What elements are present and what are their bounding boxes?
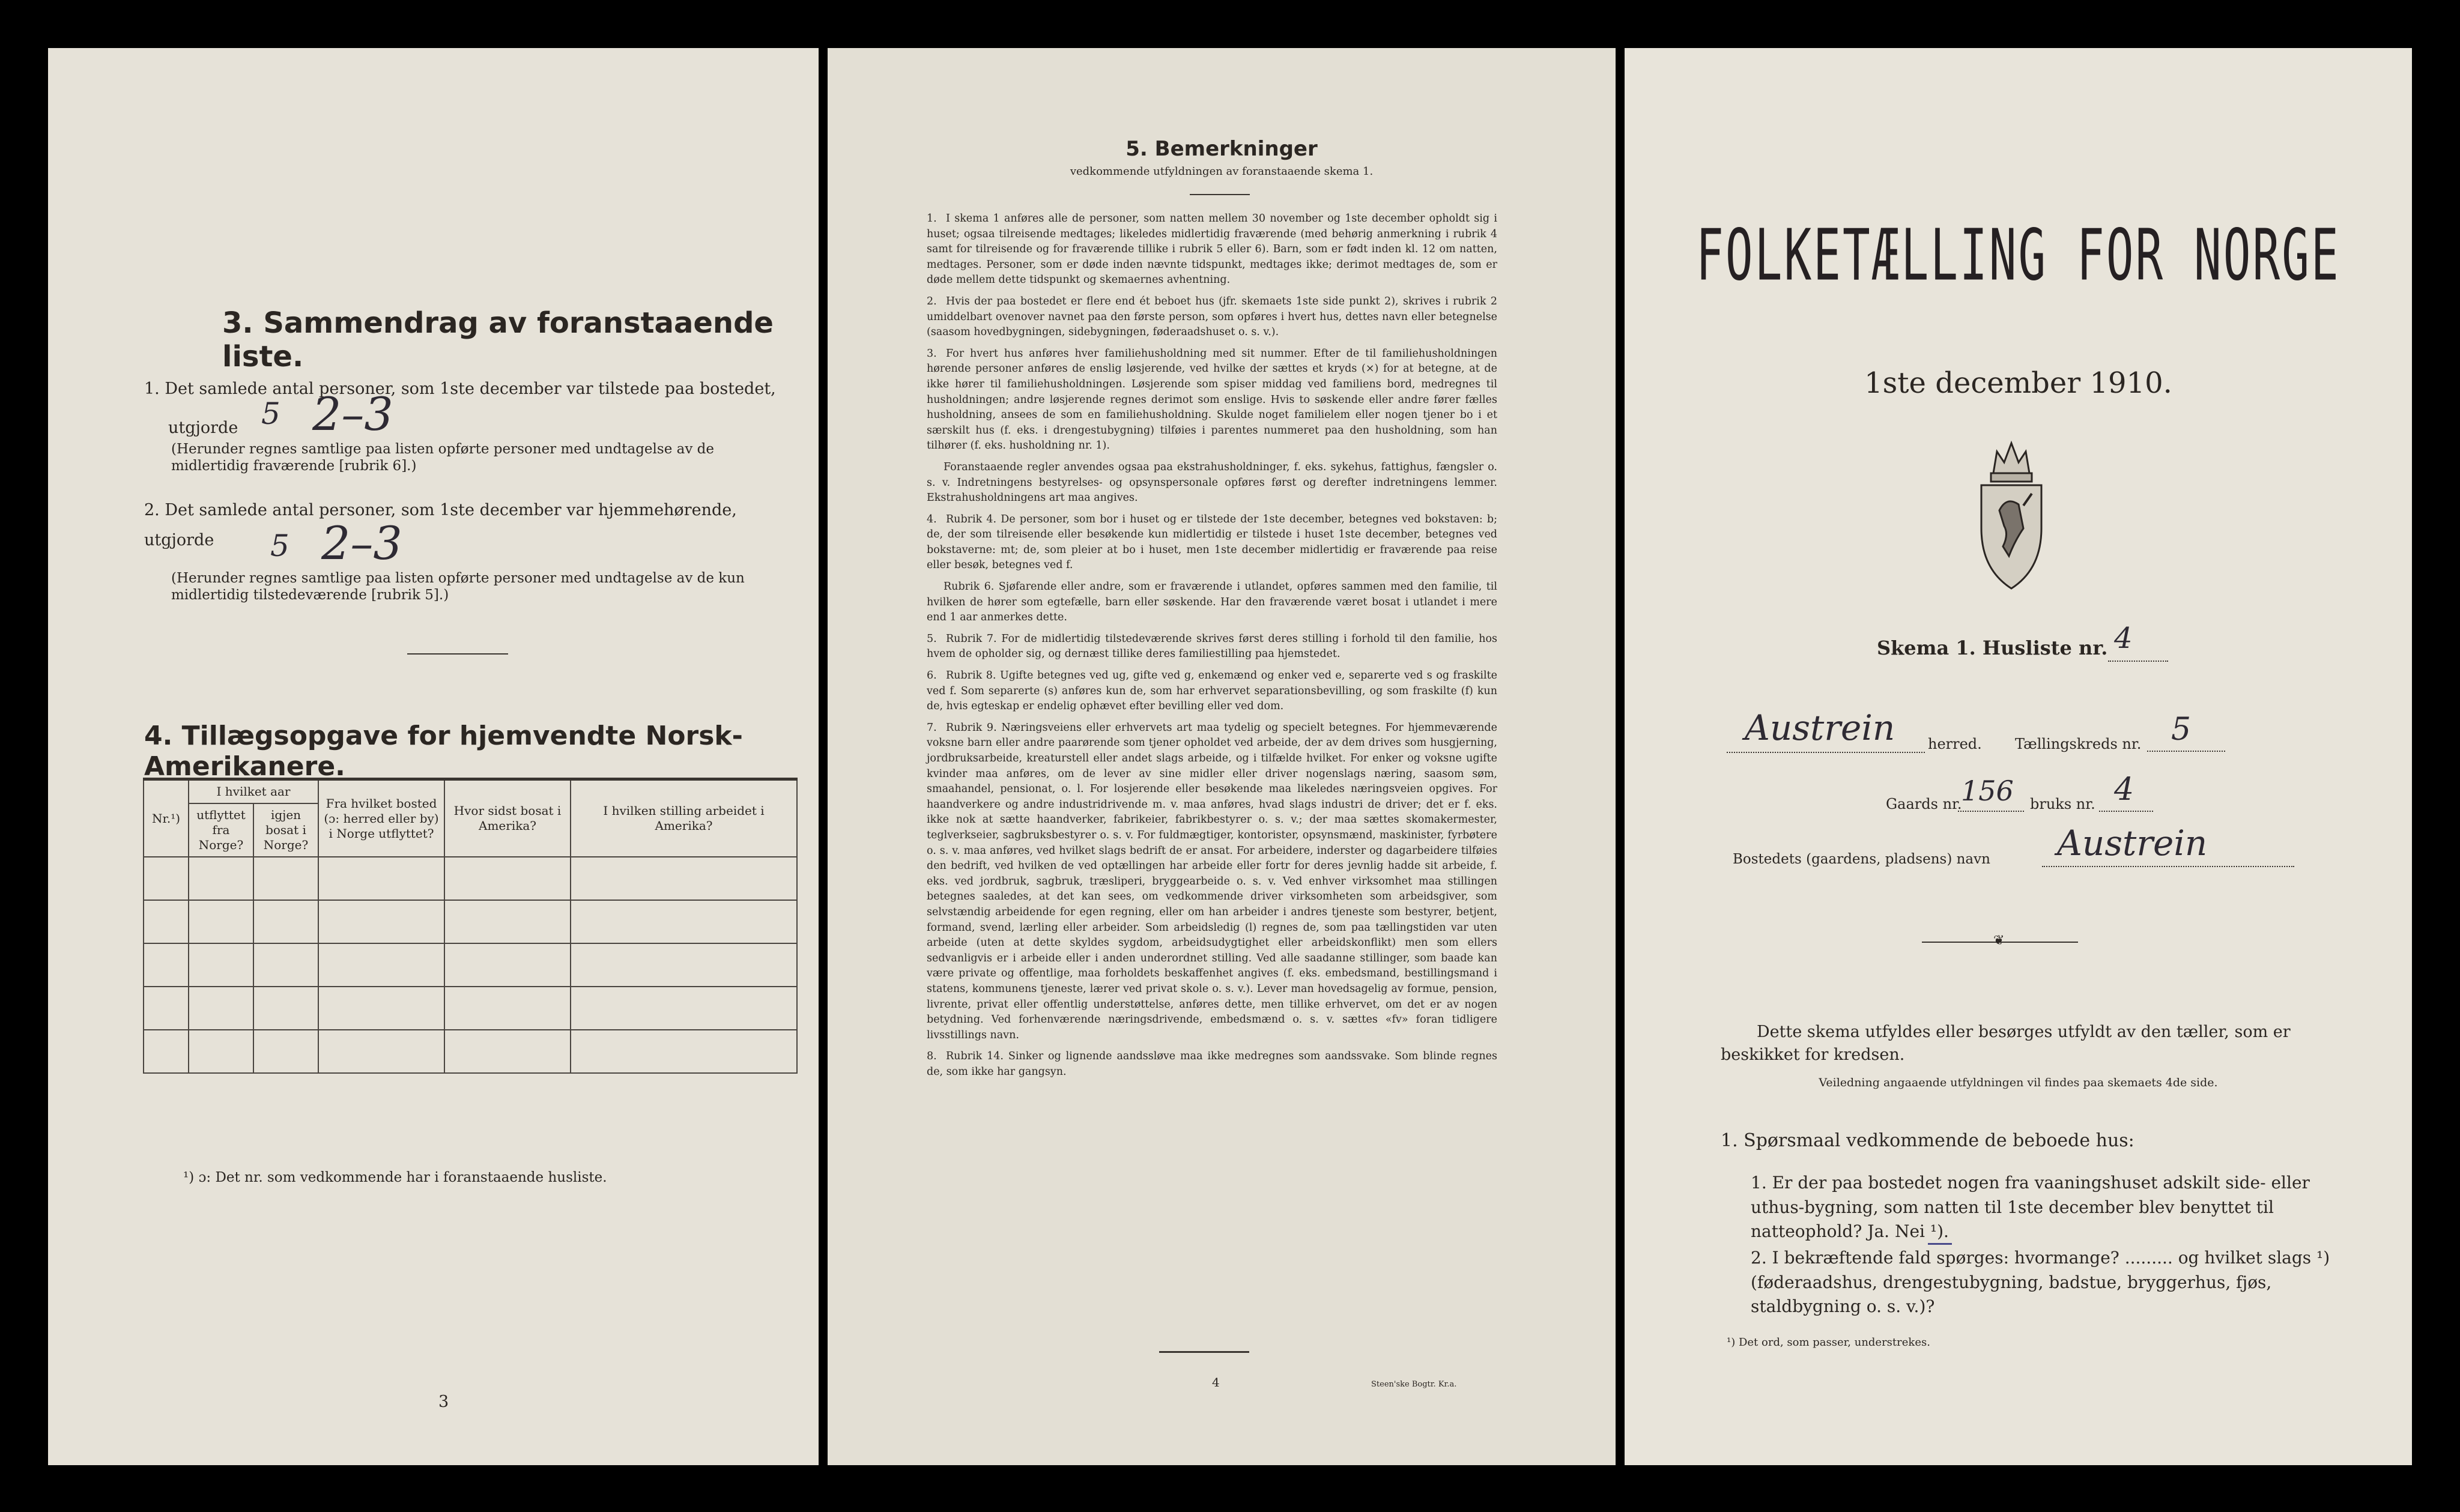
schema-label: Skema 1. Husliste nr. [1877, 637, 2108, 659]
census-title: FOLKETÆLLING FOR NORGE [1696, 213, 2340, 297]
instruction-text: Dette skema utfyldes eller besørges utfyldt av den tæller, som er beskikket for kredsen. [1721, 1023, 2291, 1064]
remark-4: 4. Rubrik 4. De personer, som bor i huset og er tilstede der 1ste december, betegnes ved bokstaven: b; de, der som tilreisende eller besøkende kun midlertidig er tilstede i huset 1ste december, betegnes ved bokstaverne: mt; de, som pleier at bo i huset, men 1ste december midlertidig er fraværende paa reise eller besøk, betegnes ved f. [927, 513, 1497, 572]
col-stilling: I hvilken stilling arbeidet i Amerika? [571, 779, 797, 857]
ornament-icon: ❦ [1993, 933, 2005, 948]
divider [407, 653, 508, 655]
middle-page [828, 48, 1616, 1465]
summary-item1-value: 5 [261, 396, 280, 431]
nei-underline [1928, 1243, 1952, 1245]
col-fra: Fra hvilket bosted (ɔ: herred eller by) i Norge utflyttet? [318, 779, 444, 857]
remark-1: 1. I skema 1 anføres alle de personer, som natten mellem 30 november og 1ste december opholdt sig i huset; ogsaa tilreisende medtages; likeledes midlertidig fraværende (med behørig anmerkning i rubrik 4 samt for tilreisende og for fraværende tillike i rubrik 5 eller 6). Barn, som er født inden kl. 12 om natten, medtages. Personer, som er døde inden nævnte tidspunkt, medtages ikke; derimot medtages de, som er døde mellem dette tidspunkt og skemaernes avhentning. [927, 213, 1497, 286]
table-row [144, 987, 797, 1030]
krets-label: Tællingskreds nr. [2015, 736, 2142, 752]
bruks-value: 4 [2114, 772, 2134, 808]
summary-item1-note: (Herunder regnes samtlige paa listen opførte personer med undtagelse av de midlertidig fraværende [rubrik 6].) [171, 441, 714, 474]
remark-3b: Foranstaaende regler anvendes ogsaa paa ekstrahusholdninger, f. eks. sykehus, fattighus, fængsler o. s. v. Indretningens bestyrelses- og opsynspersonale opføres først og derefter indretningens lemmer. Ekstrahusholdningens art maa angives. [927, 461, 1497, 504]
krets-value: 5 [2171, 712, 2192, 748]
divider [1159, 1351, 1249, 1353]
summary-item2-value: 5 [270, 528, 289, 563]
questions-heading: 1. Spørsmaal vedkommende de beboede hus: [1721, 1130, 2134, 1151]
remark-5: 5. Rubrik 7. For de midlertidig tilstedeværende skrives først deres stilling i forhold til den familie, hos hvem de opholder sig, og dernæst tillike deres familiestilling paa hjemstedet. [927, 632, 1497, 661]
page-number: 3 [438, 1393, 449, 1411]
question-2: 2. I bekræftende fald spørges: hvormange? ......... og hvilket slags ¹) (føderaadshus, drengestubygning, badstue, bryggerhus, fjøs, staldbygning o. s. v.)? [1751, 1248, 2330, 1317]
remarks-subtitle: vedkommende utfyldningen av foranstaaende skema 1. [1070, 165, 1374, 178]
col-nr: Nr.¹) [144, 779, 189, 857]
remark-3: 3. For hvert hus anføres hver familiehusholdning med sit nummer. Efter de til familiehusholdningen hørende personer anføres de enslig løsjerende, ved hvilke der sættes et kryds (×) for at betegne, at de ikke hører til familiehusholdningen. Løsjerende som spiser middag ved familiens bord, medregnes til husholdningen; andre løsjerende regnes derimot som enslige. Hvis to søskende eller andre fører fælles husholdning, ansees de som en familiehusholdning. Skulde noget familielem eller nogen tjener bo i et særskilt hus (f. eks. i drengestubygning) tilføies i parentes nummeret paa den husholdning, som han tilhører (f. eks. husholdning nr. 1). [927, 347, 1497, 452]
remark-7: 7. Rubrik 9. Næringsveiens eller erhvervets art maa tydelig og specielt betegnes. For hjemmeværende voksne barn eller andre paarørende som tjener opholdet ved arbeide, der av dem drives som husgjerning, jordbruksarbeide, kreaturstell eller andet slags arbeide, og i tilfælde hvilket. For enker og voksne ugifte kvinder maa anføres, om de lever av sine midler eller driver nogenslags næring, saasom søm, smaahandel, pensionat, o. l. For losjerende eller besøkende maa likeledes næringsveien opgives. For haandverkere og andre industridrivende m. v. maa anføres, hvad slags industri de driver; det er f. eks. ikke nok at sætte haandverker, fabrikeier, fabrikbestyrer o. s. v.; der maa sættes skomakermester, teglverkseier, sagbruksbestyrer o. s. v. For fuldmægtiger, kontorister, opsynsmænd, maskinister, fyrbøtere o. s. v. maa anføres, ved hvilket slags bedrift de er ansat. For arbeidere, inderster og dagarbeidere tilføies den bedrift, ved hvilken de ved optællingen har arbeide eller fortr for deres jevnlig hadde sit arbeide, f. eks. ved jordbruk, sagbruk, træsliperi, bryggearbeide o. s. v. Ved enhver virksomhet maa stillingen betegnes saaledes, at det kan sees, om vedkommende driver virksomheten som arbeidsgiver, som selvstændig arbeidende for egen regning, eller om han arbeider i andres tjeneste som bestyrer, betjent, formand, svend, lærling eller arbeider. Som arbeidsledig (l) regnes de, som paa tællingstiden var uten arbeide (uten at dette skyldes sygdom, arbeidsudygtighet eller arbeidskonflikt) men som ellers sedvanligvis er i arbeide eller i anden underordnet stilling. Ved alle saadanne stillinger, som baade kan være private og offentlige, maa forholdets beskaffenhet angives (f. eks. embedsmand, bestillingsmand i statens, kommunens tjeneste, lærer ved privat skole o. s. v.). Lever man hovedsagelig av formue, pension, livrente, privat eller offentlig understøttelse, anføres dette, men tillike erhvervet, om det er av nogen betydning. Ved forhenværende næringsdrivende, embedsmænd o. s. v. sættes «fv» foran tidligere livsstillings navn. [927, 721, 1497, 1041]
col-hvor: Hvor sidst bosat i Amerika? [444, 779, 571, 857]
coat-of-arms-icon [1973, 438, 2050, 594]
right-page [1625, 48, 2412, 1465]
summary-item1: 1. Det samlede antal personer, som 1ste december var tilstede paa bostedet, [144, 380, 776, 398]
summary-item1-lead: utgjorde [168, 419, 238, 437]
bruks-label: bruks nr. [2030, 796, 2095, 812]
schema-value: 4 [2114, 621, 2133, 655]
remark-6: 6. Rubrik 8. Ugifte betegnes ved ug, gifte ved g, enkemænd og enker ved e, separerte ved s og fraskilte ved f. Som separerte (s) anføres kun de, som har erhvervet separationsbevilling, og som fraskilte (f) kun de, hvis egteskap er endelig ophævet efter bevilling eller ved dom. [927, 670, 1497, 713]
census-date: 1ste december 1910. [1864, 366, 2172, 400]
section4-title: 4. Tillægsopgave for hjemvendte Norsk-Amerikanere. [144, 721, 743, 782]
col-igjen: igjen bosat i Norge? [253, 803, 318, 857]
table-footnote: ¹) ɔ: Det nr. som vedkommende har i foranstaaende husliste. [183, 1170, 607, 1185]
table-row [144, 1030, 797, 1073]
question-1: 1. Er der paa bostedet nogen fra vaaningshuset adskilt side- eller uthus-bygning, som natten til 1ste december blev benyttet til natteophold? Ja. Nei ¹). [1751, 1173, 2310, 1242]
remark-8: 8. Rubrik 14. Sinker og lignende aandssløve maa ikke medregnes som aandssvake. Som blinde regnes de, som ikke har gangsyn. [927, 1050, 1497, 1078]
norsk-amerikanere-table [143, 778, 798, 1074]
remark-4b: Rubrik 6. Sjøfarende eller andre, som er fraværende i utlandet, opføres sammen med den familie, til hvilken de hører som egtefælle, barn eller søskende. Har den fraværende været bosat i utlandet i mere end 1 aar anmerkes dette. [927, 581, 1497, 624]
table-row [144, 900, 797, 943]
gaards-label: Gaards nr. [1886, 796, 1962, 812]
table-row [144, 943, 797, 987]
left-page [48, 48, 819, 1465]
remarks-list [927, 211, 1497, 1086]
divider [1190, 194, 1250, 195]
table-row [144, 857, 797, 900]
col-utflyttet: utflyttet fra Norge? [189, 803, 253, 857]
herred-value: Austrein [1745, 707, 1895, 748]
herred-label: herred. [1928, 736, 1982, 752]
col-group: I hvilket aar [189, 779, 318, 804]
remark-2: 2. Hvis der paa bostedet er flere end ét beboet hus (jfr. skemaets 1ste side punkt 2), skrives i rubrik 2 umiddelbart ovenover navnet paa den første person, som opføres i hvert hus, dettes navn eller betegnelse (saasom hovedbygningen, sidebygningen, føderaadshuset o. s. v.). [927, 295, 1497, 339]
summary-item2-hand: 2–3 [321, 516, 402, 570]
gaards-value: 156 [1961, 775, 2014, 807]
summary-item1-hand: 2–3 [312, 387, 393, 441]
printer-mark: Steen'ske Bogtr. Kr.a. [1371, 1380, 1457, 1389]
summary-item2: 2. Det samlede antal personer, som 1ste december var hjemmehørende, utgjorde [144, 501, 737, 549]
census-title-wrap [1625, 213, 2412, 297]
bosted-value: Austrein [2057, 823, 2208, 863]
right-footnote: ¹) Det ord, som passer, understrekes. [1727, 1336, 1930, 1349]
veiledning-text: Veiledning angaaende utfyldningen vil findes paa skemaets 4de side. [1819, 1076, 2218, 1089]
bosted-label: Bostedets (gaardens, pladsens) navn [1733, 851, 1990, 867]
summary-item2-note: (Herunder regnes samtlige paa listen opførte personer med undtagelse av de kun midlertidig tilstedeværende [rubrik 5].) [171, 570, 745, 603]
section3-title: 3. Sammendrag av foranstaaende liste. [222, 306, 774, 373]
page-number: 4 [1212, 1375, 1220, 1390]
remarks-title: 5. Bemerkninger [1125, 137, 1318, 161]
